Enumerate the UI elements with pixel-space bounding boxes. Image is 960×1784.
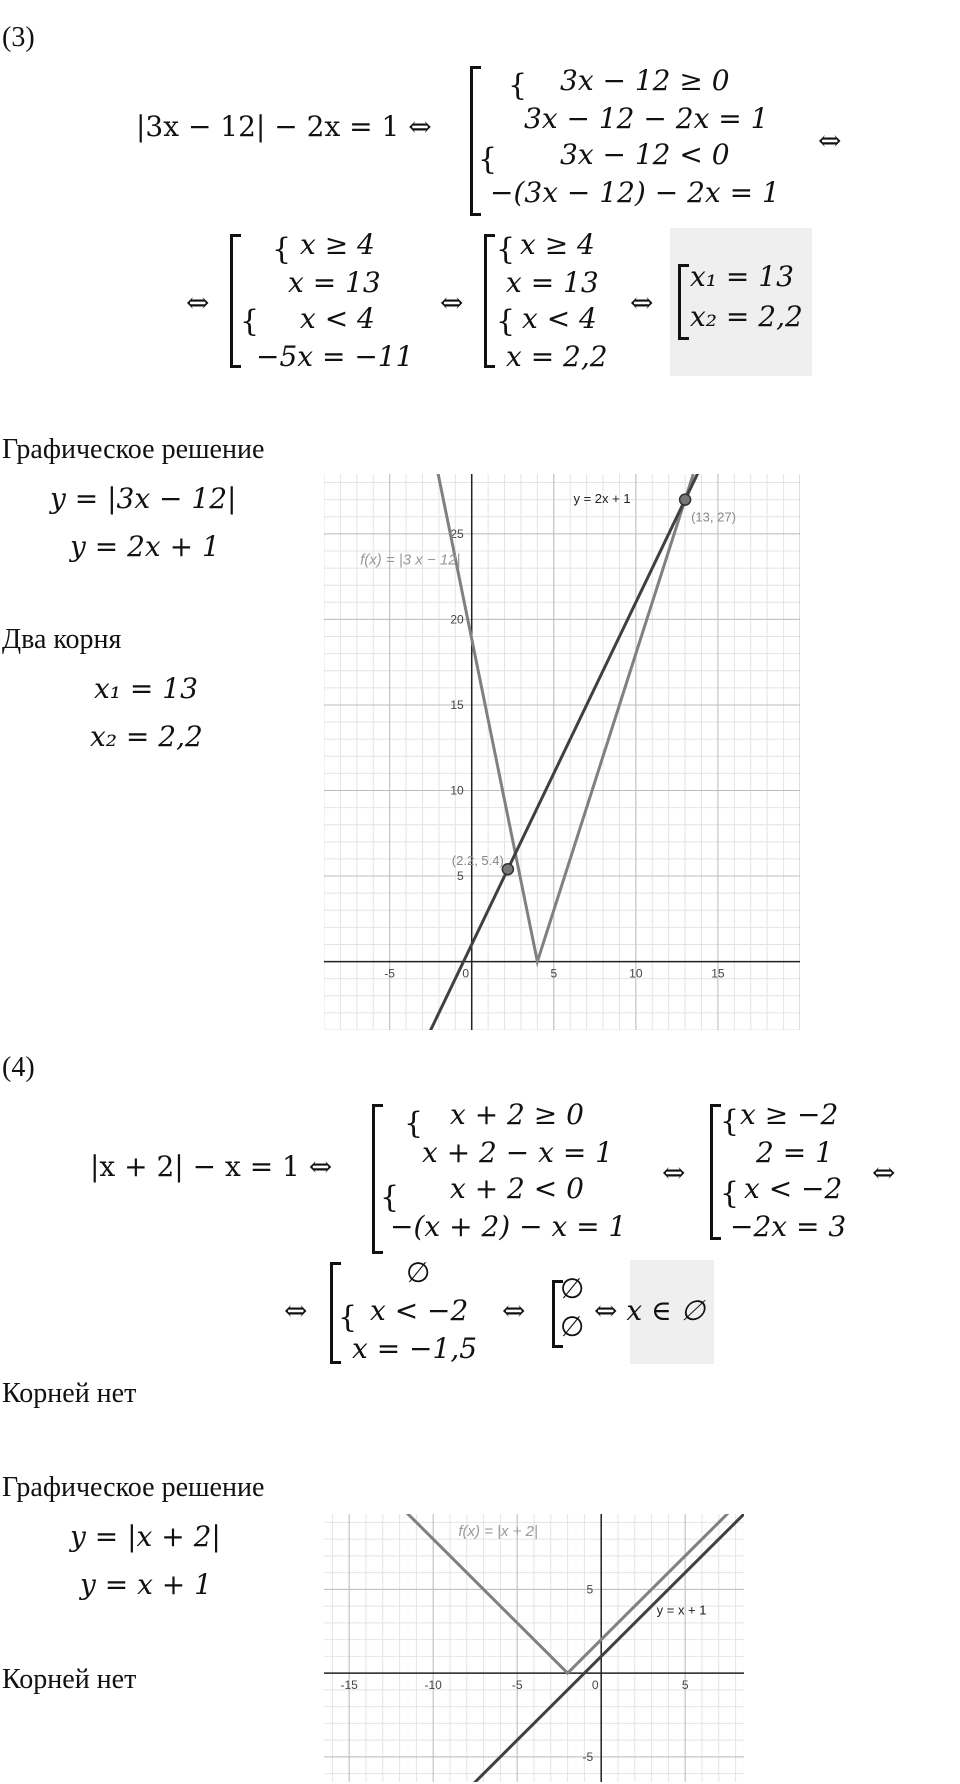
- part4-step3-s2a: x < −2: [370, 1294, 469, 1327]
- y-tick-label: -5: [582, 1749, 594, 1764]
- part3-step3-s1b: x = 13: [506, 266, 599, 299]
- minor-grid: [324, 1514, 744, 1782]
- part4-no-roots-2: Корней нет: [2, 1664, 137, 1695]
- part3-bracket-3: [484, 234, 495, 368]
- part4-brace-1b: {: [380, 1180, 400, 1215]
- part3-brace-2a: {: [272, 232, 292, 267]
- part4-final: ⇔ x ∈ ∅: [594, 1294, 706, 1327]
- part4-step2-s2a: x < −2: [744, 1172, 843, 1205]
- part4-sys2b: −(x + 2) − x = 1: [390, 1210, 627, 1243]
- part3-brace-1b: {: [478, 142, 498, 177]
- part3-step2-s2b: −5x = −11: [256, 340, 414, 373]
- part3-iff-1: ⇔: [818, 124, 842, 157]
- series-group: [400, 1514, 744, 1782]
- part4-brace-2a: {: [720, 1104, 740, 1139]
- chart-abs-3x-12: [324, 474, 800, 1030]
- part3-number: (3): [2, 22, 35, 53]
- part3-root-2: x₂ = 2,2: [90, 720, 203, 753]
- y-tick-label: 10: [450, 783, 464, 798]
- y-tick-label: 15: [450, 697, 464, 712]
- part4-step2-s1a: x ≥ −2: [740, 1098, 839, 1131]
- part3-step3-s2a: x < 4: [522, 302, 597, 335]
- part3-graph-eq1: y = |3x − 12|: [50, 482, 237, 515]
- part3-graph-eq2: y = 2x + 1: [70, 530, 220, 563]
- x-tick-label: -5: [384, 966, 395, 981]
- part4-step2-s2b: −2x = 3: [730, 1210, 847, 1243]
- part4-sys1b: x + 2 − x = 1: [422, 1136, 613, 1169]
- part4-graph-eq2: y = x + 1: [80, 1568, 212, 1601]
- intersection-point-1: [680, 494, 691, 505]
- point-label-1: (13, 27): [691, 509, 736, 525]
- part3-bracket-2: [230, 234, 241, 368]
- part3-sys1a: 3x − 12 ≥ 0: [560, 64, 730, 97]
- part4-no-roots: Корней нет: [2, 1378, 137, 1409]
- part3-bracket-1: [470, 66, 481, 216]
- part4-step4-b: ∅: [560, 1310, 585, 1343]
- part4-iff-4: ⇔: [502, 1294, 526, 1327]
- part4-number: (4): [2, 1052, 35, 1083]
- part3-graph-title: Графическое решение: [2, 434, 265, 465]
- x-tick-label: 5: [681, 1678, 689, 1693]
- part3-brace-3b: {: [496, 304, 516, 339]
- part3-step3-s1a: x ≥ 4: [520, 228, 595, 261]
- y-tick-label: 25: [450, 526, 464, 541]
- series-group: [422, 474, 701, 1030]
- x-tick-label: 5: [550, 966, 558, 981]
- series-line-1: [422, 474, 701, 1030]
- part3-step2-s1b: x = 13: [288, 266, 381, 299]
- part3-sys2b: −(3x − 12) − 2x = 1: [490, 176, 780, 209]
- part4-sys2a: x + 2 < 0: [450, 1172, 584, 1205]
- x-tick-label: -15: [340, 1678, 358, 1693]
- part3-step2-s2a: x < 4: [300, 302, 375, 335]
- x-tick-label: -10: [424, 1678, 442, 1693]
- part3-sys2a: 3x − 12 < 0: [560, 138, 730, 171]
- y-tick-label: 20: [450, 612, 464, 627]
- part4-equation-lhs: |x + 2| − x = 1 ⇔: [90, 1150, 333, 1183]
- part4-sys1a: x + 2 ≥ 0: [450, 1098, 584, 1131]
- part3-answer-2: x₂ = 2,2: [690, 300, 803, 333]
- point-label-0: (2.2, 5.4): [451, 853, 504, 869]
- part4-brace-3: {: [338, 1300, 358, 1335]
- y-tick-label: 5: [586, 1582, 594, 1597]
- y-tick-label: 5: [457, 869, 464, 884]
- part3-bracket-4: [678, 264, 689, 340]
- part3-roots-title: Два корня: [2, 624, 122, 655]
- part3-iff-2: ⇔: [186, 286, 210, 319]
- x-tick-label: 15: [711, 966, 725, 981]
- part3-iff-3: ⇔: [440, 286, 464, 319]
- part4-step4-a: ∅: [560, 1272, 585, 1305]
- part4-graph-title: Графическое решение: [2, 1472, 265, 1503]
- x-tick-label: -5: [511, 1678, 523, 1693]
- part4-step3-s2b: x = −1,5: [352, 1332, 478, 1365]
- part4-brace-2b: {: [720, 1176, 740, 1211]
- x-tick-label: 0: [591, 1678, 599, 1693]
- part3-answer-1: x₁ = 13: [690, 260, 794, 293]
- series-label-0: f(x) = |3 x − 12|: [360, 551, 461, 569]
- part3-step3-s2b: x = 2,2: [506, 340, 608, 373]
- series-label-1: y = 2x + 1: [573, 491, 631, 507]
- part4-brace-1a: {: [404, 1106, 424, 1141]
- series-label-0: f(x) = |x + 2|: [458, 1522, 538, 1540]
- part4-iff-2: ⇔: [872, 1156, 896, 1189]
- part4-step2-s1b: 2 = 1: [756, 1136, 833, 1169]
- part4-iff-1: ⇔: [662, 1156, 686, 1189]
- part4-iff-3: ⇔: [284, 1294, 308, 1327]
- part4-graph-eq1: y = |x + 2|: [70, 1520, 221, 1553]
- part3-root-1: x₁ = 13: [94, 672, 198, 705]
- part3-iff-4: ⇔: [630, 286, 654, 319]
- series-label-1: y = x + 1: [656, 1602, 707, 1618]
- x-tick-label: 10: [629, 966, 643, 981]
- part3-brace-1a: {: [508, 68, 528, 103]
- part3-brace-3a: {: [496, 232, 516, 267]
- intersection-point-0: [502, 864, 513, 875]
- part3-equation-lhs: |3x − 12| − 2x = 1 ⇔: [136, 110, 432, 143]
- part3-sys1b: 3x − 12 − 2x = 1: [524, 102, 769, 135]
- x-tick-label: 0: [462, 966, 470, 981]
- part4-step3-empty: ∅: [406, 1256, 431, 1289]
- part3-brace-2b: {: [240, 304, 260, 339]
- chart-abs-x-plus-2: [324, 1514, 744, 1782]
- part4-bracket-1: [372, 1104, 383, 1254]
- series-line-0: [400, 1514, 744, 1673]
- part3-step2-s1a: x ≥ 4: [300, 228, 375, 261]
